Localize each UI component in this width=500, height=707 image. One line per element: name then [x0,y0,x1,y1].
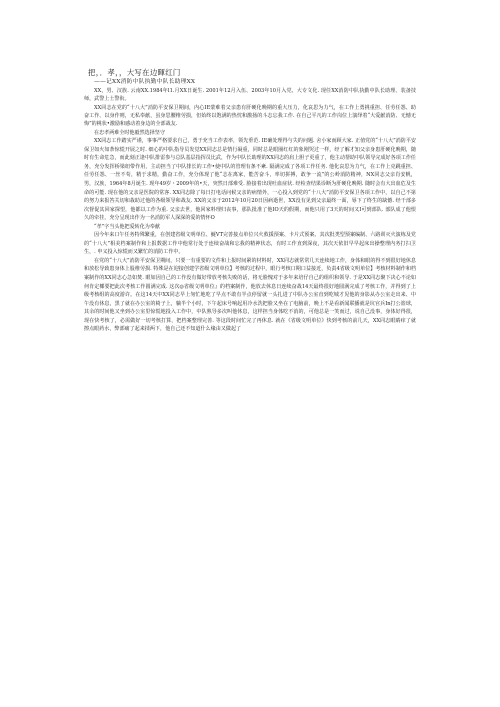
section-heading-loyalty: 在忠孝两难全时他毅然选择坚守 [94,129,165,136]
paragraph-background: XX同志在党的“十八大”消防平安保卫期间，内心IE蒙难着父亲患有肝硬化晚期的重大压力，化哀思为力气，在工作上勇挑重担、任劳任怨、助奋工作、以身作则，无私奉献，虽身思腰椎劳损，但始终以饱满的热忱和激扬的斗志忘我工作. 在自己平凡的工作岗位上演绎着“大爱献消防、无憾无悔”的桃状•激励和感动着身边的全部战友. [84,104,416,128]
document-title: 把，．孝，，大写在边暉红门 [88,68,181,77]
section-heading-devotion: “孝”字当头他把爱转化为奉献 [94,223,161,230]
paragraph-loyalty: XX同志工作踏实严谨，事事严格要求自己，勇于充当工作表率，领先垂范. IE确处理得与失的问题. 舍小家而顾大家. 正值党的“十八大”消防平安保卫如火如荼惊慌开展之时. 细心的中队指导员发觉XX同志总是情行凝重，同时总是眼圈红红的象刚哭过一样，经了解才知父亲身患肝硬化晚期，随时有生命危急，而此刻正逢中队排雷参与总队基层指挥员比武，作为中队长助理的XX同志的肩上胆子更重了，他主动帮助中队领导完成好各项工作任务，充分发挥桥梁纽带作用，主动担当了中队排长的工作•使中队的管理有条不紊. 隔满完成了各项工作任务. 他化哀思为力气，在工作上克跳重担、任劳任怨、一丝不苟，精于求精，勤奋工作，充分体现了他“志在离家，能苦奋斗，率切拼搏，敢争一流”的公岭消防精神，NX同志父亲肖安帆，男，汉族，1964年8月诞生. 现年49岁・2009年的•天，突然日部难受. 脸接着出现吐血症状. 经检查结果诊断为肝硬化晚期. 随时会有大出血危及生命的可能. 现在他的父亲是医院的常客. XX同志除了每日打电话问候父亲的病情外，一心投入到党的“十八大”消防平安保卫各项工作中，以自己不第的努力来报答关切和栽助过他的各级领导和战友. XX的父亲于2012年10月20日因病逝世，XX没有见到父亲最终一面，辱下了终生的缺憾. 经干部多次督促其回家探望，他都以工作为重. 父亲去世，他回家料理归丧事，那队批准了他IO天的假期，而他只用了3天的时间又I可到部队. 部队成了他恨久的牵挂，充分呈现出作为一名消防军人深深的爱的情怀O [84,138,416,222]
paragraph-intro: XX，男、汉族. 云南XX.1984年l1.月XX日诞生. 2001年12月入伍、2003年10月入党、大专文化. 现任XX消防中队执勤中队长助理、装备技师，武警上士警衔。 [84,88,416,103]
paragraph-devotion-2: 在党的“十八大”消防平安保卫期间，只要一有重要的文件和上报时间紧的材料时，XX同志就常常几天连续地工作，身体和眼的得不到很好地休息和放松导致患身体上股椎劳损. 特殊是在迎接创建学省级文明单位】考核的过程中，眼行考核口期口益接近，负责4省级文明单位】考核材料制作和档案制作的XX同志心急如焚. 眼如因自己的工作没有做好带放考核失败的话，将无脸愧对于多年来培仔自己的组织和领导. 于是XX同志聚下决心不论如何肯定椰要把此次考核工作圆满完成. 这次◎省级文明单位』的档案制作，他放去休息日连续奋战14天最终很好地圆满完成了考核工作，并得到了上级考核组的高度游许。在这14天中XX同志早上匆忙地吃了早点不敢有半点停留就一头扎进了中队办公室直到吃城才见他的身影从办公室走出来、中午没有休息，黑了就在办公室的椅子上，躺半个小时，下午起床号响起用冷水洗把脸又坐在了电脑前，晚上不是看新闻联播就是坑官兵In打公篮球，其余的时间他又坐到办公室里惊慌地投入工作中，中队熟导多次叫他休息，这样担当身体吃不消的，可他总是一笑而过，说自己没事，身体好得很，现在快考核了，必需做好一切考核打算，把档案整理完善. 等这段时间忙完了再休息. 就在《省级文明单位》快到考核的前几天，XX同志眼睛痒了就擦点眼药水，弊部痛了起来揉两下，他自己还不知道什么缘由又做起了 [84,257,416,333]
document-subtitle: ——记XX消防中队执勤中队长助理XX [94,79,196,85]
paragraph-devotion-1: 因今年来口午任务特殊繁重，在创建省级文明单位、鱁VT完善接点单位兴火救援预案、卡片式预案、其次批类型预案编制、六路训灭火演练及党的“十八大”相美档案制作和上报数据工作中他常行处于连续奋战和忘我的精神状态，有时工作直到深夜，其次天依旧早早起床出操整理内务打扫卫生，. 申义投入惊慌而又繁忙的消防工作中。 [84,232,416,256]
document-page [84,68,416,668]
